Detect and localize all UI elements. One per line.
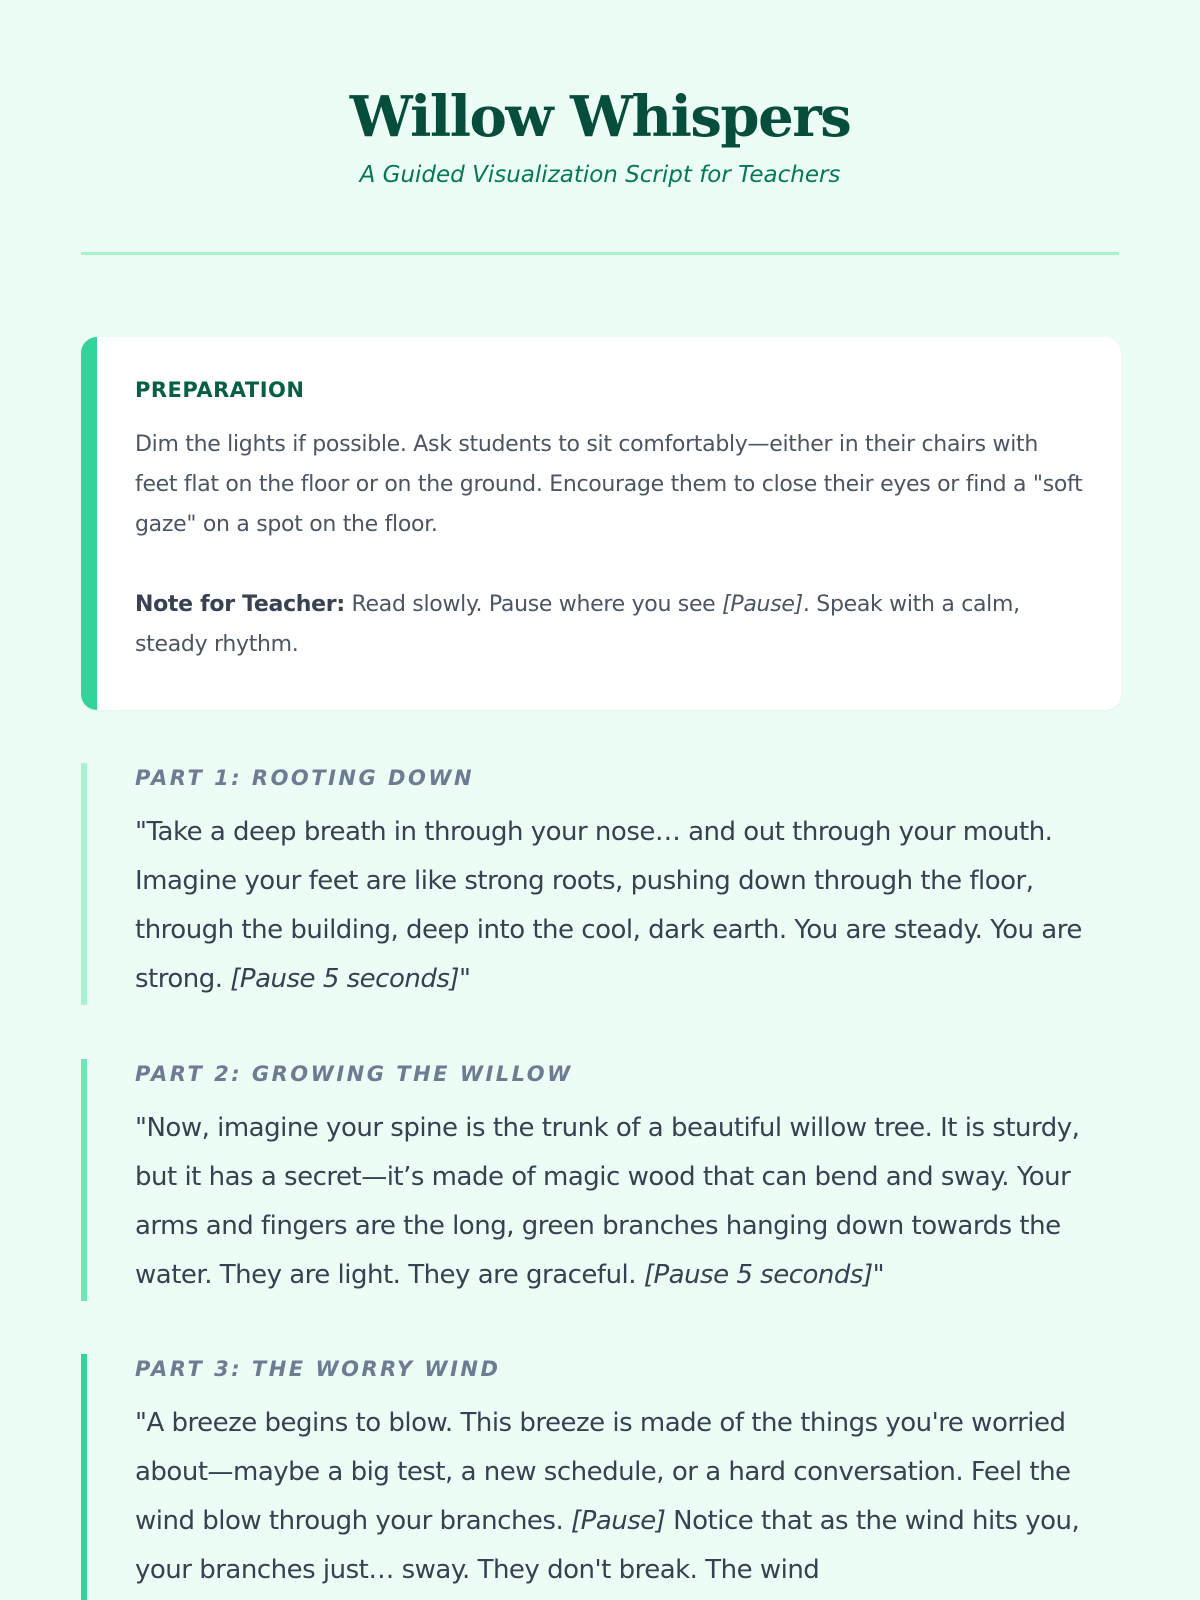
part-text: "A breeze begins to blow. This breeze is made of the things you're worried about—maybe a big test, a new schedule, or a hard conversation. Feel the wind blow through your branches. [135, 1408, 1071, 1536]
script-part-3 [81, 1354, 1121, 1600]
part-script-text [135, 1104, 1121, 1300]
part-script-text [135, 808, 1121, 1004]
pause-cue: [Pause] [571, 1506, 666, 1536]
page-subtitle: A Guided Visualization Script for Teachers [359, 162, 841, 188]
pause-cue: [Pause 5 seconds] [230, 964, 460, 994]
script-part-2 [81, 1059, 1121, 1301]
preparation-text: Dim the lights if possible. Ask students to sit comfortably—either in their chairs with feet flat on the floor or on the ground. Encourage them to close their eyes or find a "soft gaze" on a spot on the floor. [135, 432, 1083, 537]
header [81, 0, 1119, 190]
part-text-end: " [459, 964, 471, 994]
script-part-1 [81, 763, 1121, 1005]
preparation-card [81, 337, 1121, 710]
teacher-note-label: Note for Teacher: [135, 592, 345, 617]
part-accent-bar [81, 1354, 87, 1600]
page-title: Willow Whispers [349, 84, 851, 150]
part-heading: PART 1: ROOTING DOWN [135, 766, 475, 790]
part-text: "Take a deep breath in through your nose… and out through your mouth. Imagine your feet are like strong roots, pushing down through the floor, through the building, deep into the cool, dark earth. You are steady. You are strong. [135, 817, 1082, 994]
teacher-note-text-end: . Speak with a calm, steady rhythm. [135, 592, 1020, 657]
pause-cue: [Pause 5 seconds] [643, 1260, 873, 1290]
part-text-end: " [872, 1260, 885, 1290]
teacher-note-pause: [Pause] [722, 592, 803, 617]
part-accent-bar [81, 763, 87, 1005]
header-divider [81, 252, 1119, 255]
part-text-end: Notice that as the wind hits you, your branches just… sway. They don't break. The wind [135, 1506, 1080, 1585]
part-accent-bar [81, 1059, 87, 1301]
part-script-text [135, 1399, 1121, 1595]
teacher-note [135, 585, 1085, 665]
part-heading: PART 2: GROWING THE WILLOW [135, 1062, 573, 1086]
preparation-heading: PREPARATION [135, 378, 305, 402]
part-heading: PART 3: THE WORRY WIND [135, 1357, 501, 1381]
teacher-note-text: Read slowly. Pause where you see [344, 592, 723, 617]
part-text: "Now, imagine your spine is the trunk of a beautiful willow tree. It is sturdy, but it has a secret—it’s made of magic wood that can bend and sway. Your arms and fingers are the long, green branches hanging down towards the water. They are light. They are graceful. [135, 1113, 1080, 1290]
